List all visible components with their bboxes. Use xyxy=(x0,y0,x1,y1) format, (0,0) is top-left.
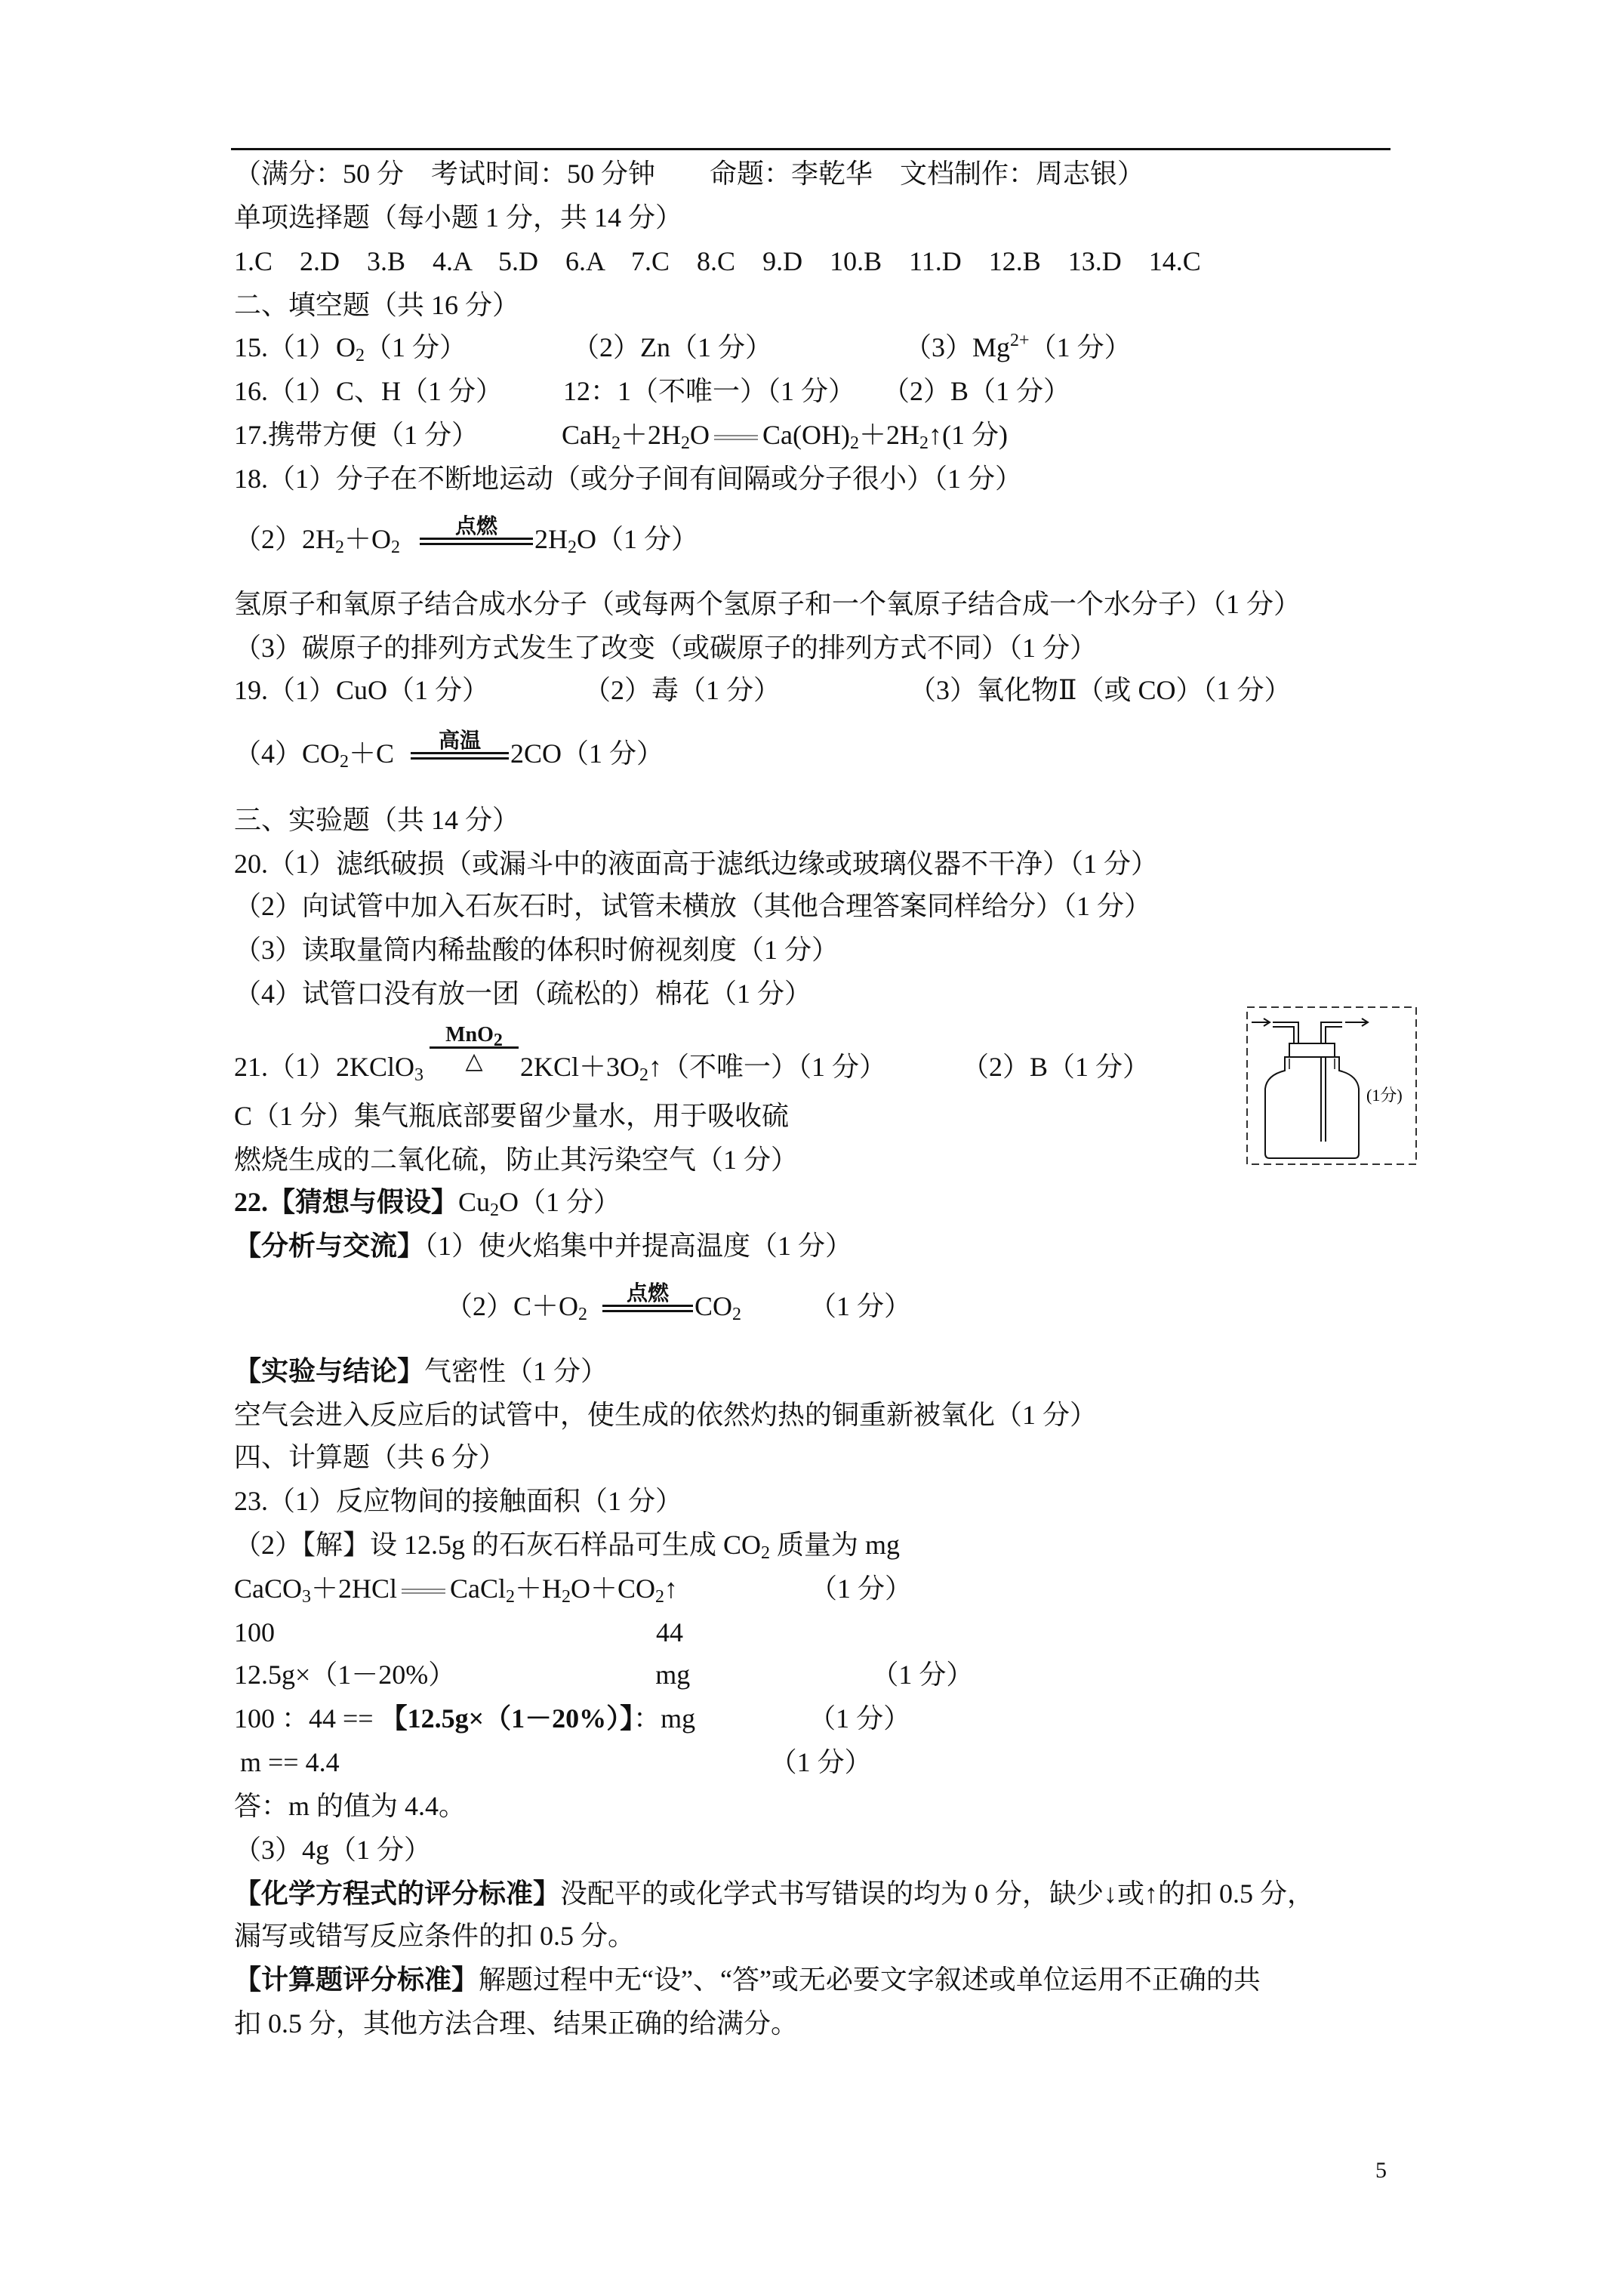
criteria-calculation-cont: 扣 0.5 分，其他方法合理、结果正确的给满分。 xyxy=(234,2008,799,2039)
q23-ratio-row1: 100 44 xyxy=(234,1617,683,1647)
q21-equation: 21.（1）2KClO$_3$ MnO$_2$ △ $2KCl+3O_2↑$（不唯一）（1 分） （2）B（1 分） xyxy=(234,1023,1150,1085)
q23-proportion: 100 ：44 == 【12.5g×（1－20%）】：mg （1 分） xyxy=(234,1703,911,1734)
q19-line: 19.（1）CuO（1 分） （2）毒（1 分） （3）氧化物Ⅱ（或 CO）（1 分） xyxy=(234,675,1292,705)
q22-conclusion: 【实验与结论】气密性（1 分） xyxy=(234,1356,608,1386)
q18-equation: $(2)2H_2+O_2$ 点燃 $2H_2O(1$ 分） xyxy=(234,513,698,557)
q18-part3: （3）碳原子的排列方式发生了改变（或碳原子的排列方式不同）（1 分） xyxy=(234,633,1098,663)
high-temp-condition: 高温 xyxy=(411,729,509,770)
gas-bottle-figure xyxy=(1246,1006,1418,1166)
q17-line: 17.携带方便（1 分） $CaH_2+2H_2O$ $Ca(OH)_2+2H_2↑(1$ 分) xyxy=(234,420,1008,453)
q19-equation: $(4)CO_2+C$ 高温 2CO（1 分） xyxy=(234,728,664,772)
q22-analysis: 【分析与交流】（1）使火焰集中并提高温度（1 分） xyxy=(234,1231,853,1261)
section-3-title: 三、实验题（共 14 分） xyxy=(234,805,520,835)
q22-explanation: 空气会进入反应后的试管中，使生成的依然灼热的铜重新被氧化（1 分） xyxy=(234,1400,1098,1430)
q23-ratio-row2: 12.5g×（1－20%） mg （1 分） xyxy=(234,1660,974,1690)
figure-score-label: (1分) xyxy=(1366,1086,1403,1105)
q22-hypothesis: 22.【猜想与假设】$Cu_2O(1$ 分） xyxy=(234,1187,621,1220)
catalyst-condition: MnO$_2$ △ xyxy=(430,1024,519,1073)
q22-equation: $(2)C+O_2$ 点燃 $CO_2$ （1 分） xyxy=(445,1281,912,1324)
section-2-title: 二、填空题（共 16 分） xyxy=(234,290,520,320)
section-1-title: 单项选择题（每小题 1 分，共 14 分） xyxy=(234,202,683,233)
q23-equation: CaCO$_3$＋2HCl $CaCl_2+H_2O+CO_2↑$ （1 分） xyxy=(234,1573,913,1607)
header-rule xyxy=(231,148,1390,150)
criteria-calculation: 【计算题评分标准】解题过程中无“设”、“答”或无必要文字叙述或单位运用不正确的共 xyxy=(234,1965,1261,1995)
q23-part3: （3）4g（1 分） xyxy=(234,1835,432,1865)
section-4-title: 四、计算题（共 6 分） xyxy=(234,1442,507,1472)
page-number: 5 xyxy=(1375,2158,1387,2183)
criteria-equation: 【化学方程式的评分标准】没配平的或化学式书写错误的均为 0 分，缺少↓或↑的扣 0.5 分， xyxy=(234,1878,1315,1909)
ignition-condition-2: 点燃 xyxy=(602,1282,693,1323)
q20-part3: （3）读取量筒内稀盐酸的体积时俯视刻度（1 分） xyxy=(234,935,839,965)
q15-line: $15.(1)O_2(1$ 分） （2）Zn（1 分） $(3)Mg^{2+}(1$ 分） xyxy=(234,331,1132,365)
q20-part2: （2）向试管中加入石灰石时，试管未横放（其他合理答案同样给分）（1 分） xyxy=(234,891,1152,921)
q23-part1: 23.（1）反应物间的接触面积（1 分） xyxy=(234,1486,683,1516)
q20-part4: （4）试管口没有放一团（疏松的）棉花（1 分） xyxy=(234,978,812,1009)
q18-part1: 18.（1）分子在不断地运动（或分子间有间隔或分子很小）（1 分） xyxy=(234,464,1023,494)
q21-part3-cont: 燃烧生成的二氧化硫，防止其污染空气（1 分） xyxy=(234,1145,799,1175)
ignition-condition: 点燃 xyxy=(420,515,533,556)
q16-line: 16.（1）C、H（1 分） 12：1（不唯一）（1 分） （2）B（1 分） xyxy=(234,376,1071,406)
q23-setup: （2）【解】设 12.5g 的石灰石样品可生成 $CO_2$ 质量为 mg xyxy=(234,1530,901,1563)
q23-result: m == 4.4 （1 分） xyxy=(240,1747,872,1777)
reaction-equals-sign-2 xyxy=(397,1589,450,1594)
q18-explanation: 氢原子和氧原子结合成水分子（或每两个氢原子和一个氧原子结合成一个水分子）（1 分） xyxy=(234,589,1301,619)
criteria-equation-cont: 漏写或错写反应条件的扣 0.5 分。 xyxy=(234,1921,636,1951)
exam-header: （满分：50 分 考试时间：50 分钟 命题：李乾华 文档制作：周志银） xyxy=(234,159,1145,189)
q23-answer: 答：m 的值为 4.4。 xyxy=(234,1791,467,1821)
section-1-answers: 1.C 2.D 3.B 4.A 5.D 6.A 7.C 8.C 9.D 10.B 11.D 12.B 13.D 14.C xyxy=(234,246,1201,276)
q20-part1: 20.（1）滤纸破损（或漏斗中的液面高于滤纸边缘或玻璃仪器不干净）（1 分） xyxy=(234,849,1159,879)
reaction-equals-sign xyxy=(710,435,762,440)
q21-part3: C（1 分）集气瓶底部要留少量水，用于吸收硫 xyxy=(234,1101,790,1131)
